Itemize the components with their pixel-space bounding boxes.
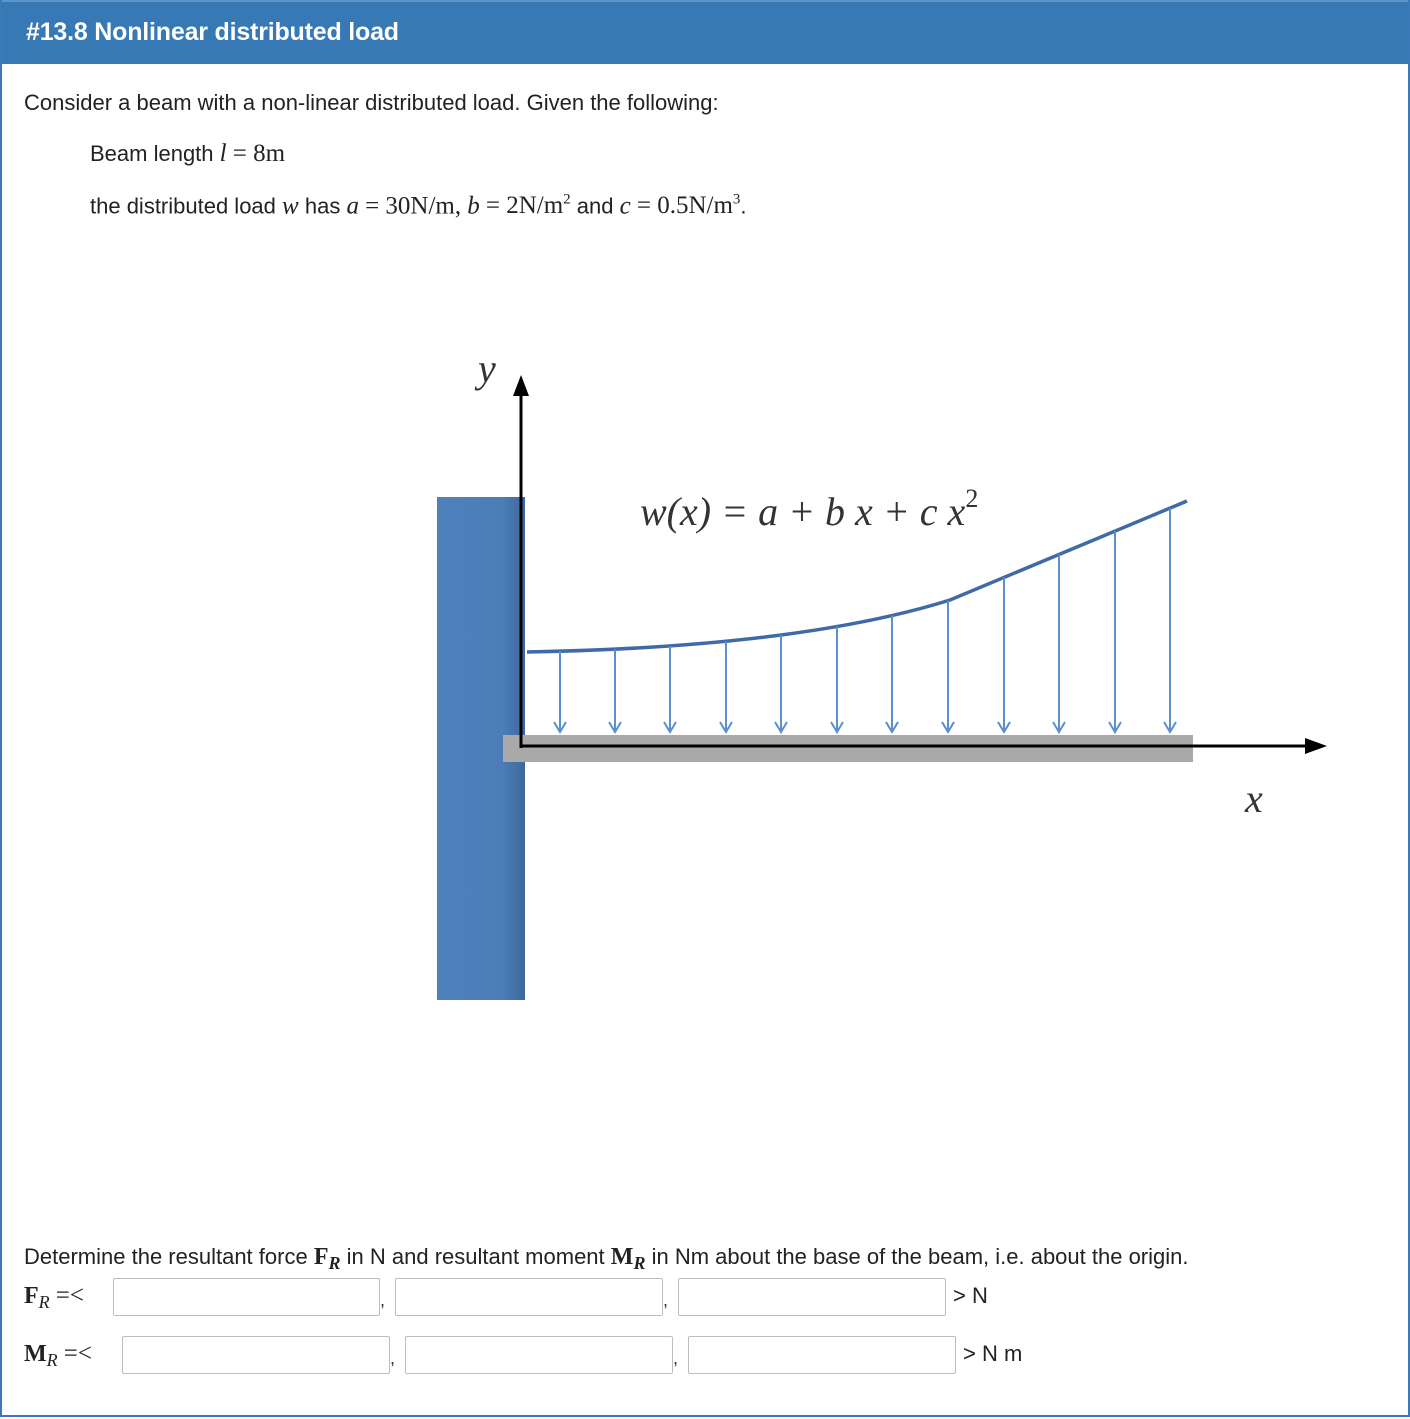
equation-exponent: 2 [965, 484, 979, 513]
force-x-input[interactable] [113, 1278, 380, 1316]
question-part3: in Nm about the base of the beam, i.e. about the origin. [651, 1244, 1189, 1269]
a-var: a [346, 192, 359, 220]
moment-x-input[interactable] [122, 1336, 390, 1374]
load-prefix: the distributed load [90, 193, 276, 219]
and-text: and [576, 193, 614, 219]
b-exponent: 2 [563, 192, 571, 208]
beam-length-value: = 8m [232, 140, 286, 167]
force-label-letter: F [24, 1283, 39, 1309]
b-var: b [467, 192, 480, 220]
moment-symbol-sub: R [633, 1253, 646, 1273]
intro-sentence: Consider a beam with a non-linear distributed load. Given the following: [24, 90, 719, 115]
moment-separator-2: , [673, 1348, 679, 1368]
question-text [24, 1244, 1189, 1274]
b-value-text: = 2N/m [485, 192, 564, 220]
force-y-input[interactable] [395, 1278, 663, 1316]
question-part2: in N and resultant moment [346, 1244, 605, 1269]
question-part1: Determine the resultant force [24, 1244, 308, 1269]
moment-z-input[interactable] [688, 1336, 956, 1374]
force-row-label [24, 1282, 84, 1313]
c-var: c [619, 192, 631, 220]
moment-label-sub: R [46, 1350, 58, 1370]
moment-label-letter: M [24, 1341, 47, 1367]
moment-unit: > N m [963, 1341, 1023, 1366]
force-open-bracket: =< [55, 1282, 84, 1309]
force-z-input[interactable] [678, 1278, 946, 1316]
y-axis-arrowhead [513, 375, 529, 396]
moment-row-label [24, 1340, 92, 1371]
x-axis-label: x [1245, 776, 1263, 821]
moment-symbol [610, 1244, 646, 1273]
moment-y-input[interactable] [405, 1336, 673, 1374]
problem-title: #13.8 Nonlinear distributed load [26, 18, 399, 46]
load-var: w [282, 192, 299, 220]
c-value-text: = 0.5N/m [636, 192, 733, 220]
force-separator-2: , [663, 1290, 669, 1310]
force-label-sub: R [38, 1292, 50, 1312]
moment-separator-1: , [390, 1348, 396, 1368]
force-unit: > N [953, 1283, 988, 1308]
force-symbol [313, 1244, 341, 1273]
load-has: has [304, 193, 341, 219]
x-axis-arrowhead [1305, 738, 1327, 754]
moment-symbol-letter: M [610, 1244, 634, 1270]
beam-length-var: l [219, 140, 227, 167]
equation-text: w(x) = a + b x + c x [640, 489, 966, 534]
force-symbol-letter: F [313, 1244, 329, 1270]
load-equation [640, 484, 978, 534]
force-symbol-sub: R [328, 1253, 341, 1273]
force-separator-1: , [380, 1290, 386, 1310]
beam-length-label: Beam length [90, 141, 214, 166]
c-exponent: 3 [732, 192, 741, 208]
a-value: = 30N/m, [365, 192, 462, 220]
y-axis-label: y [478, 346, 496, 391]
moment-open-bracket: =< [63, 1340, 92, 1367]
period: . [740, 193, 747, 219]
beam [503, 735, 1193, 762]
